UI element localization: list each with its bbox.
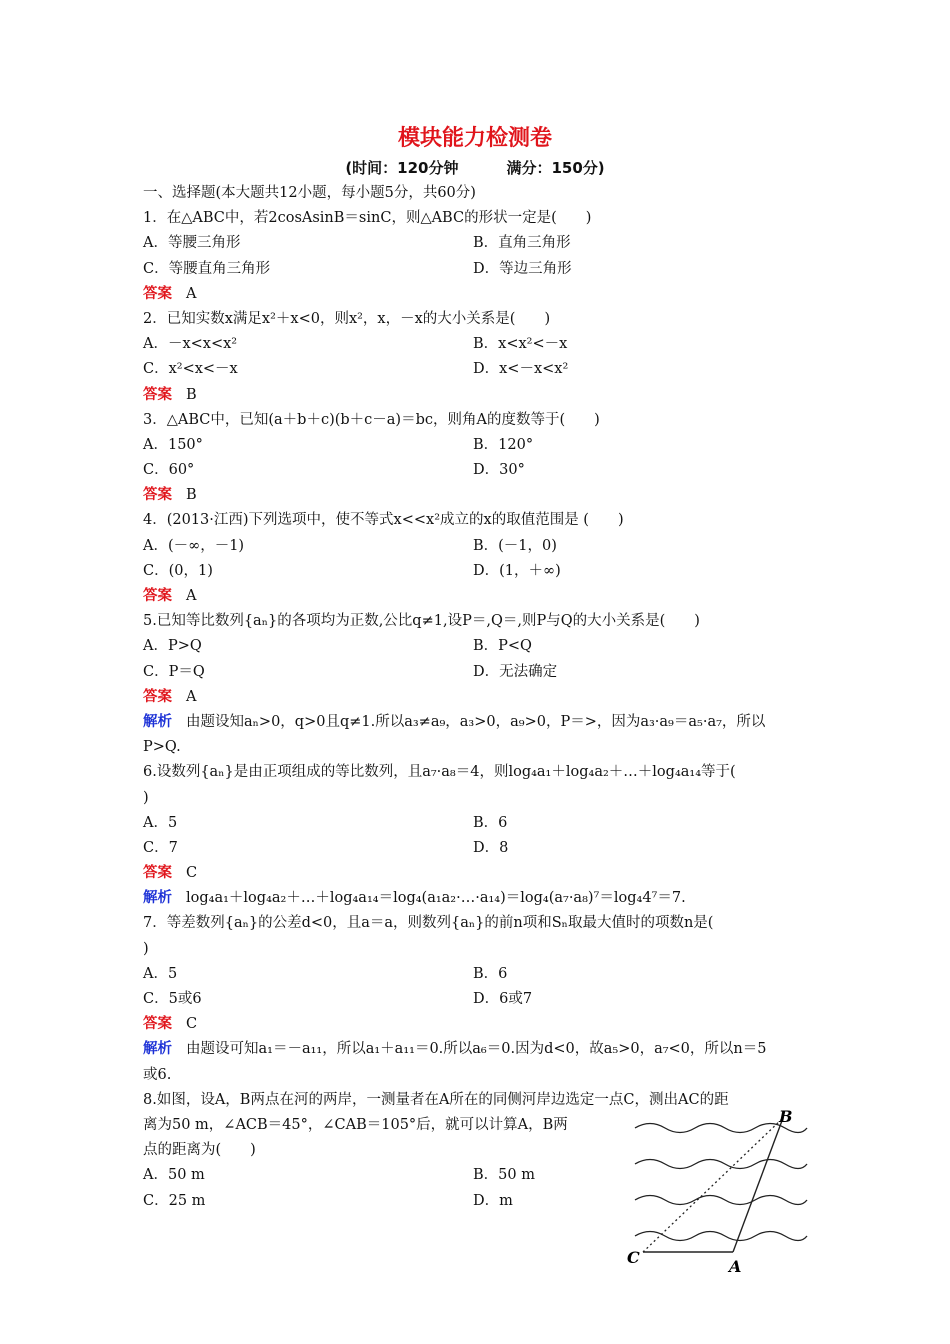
question-6-answer xyxy=(143,861,808,886)
option-a: A．(－∞，－1) xyxy=(143,537,245,554)
option-c: C．25 m xyxy=(143,1192,206,1209)
question-6-options-row-2 xyxy=(143,836,808,861)
answer-label: 答案 xyxy=(143,386,172,403)
question-5-stem: 5.已知等比数列{aₙ}的各项均为正数,公比q≠1,设P＝,Q＝,则P与Q的大小关系是( ) xyxy=(143,613,700,630)
question-8-stem-cont: 离为50 m，∠ACB＝45°，∠CAB＝105°后，就可以计算A，B两 xyxy=(143,1116,568,1133)
option-c: C．P＝Q xyxy=(143,663,205,680)
question-7-analysis-cont: 或6. xyxy=(143,1066,172,1083)
question-5-options-row-2 xyxy=(143,660,808,685)
question-5-answer xyxy=(143,685,808,710)
time-limit: (时间：120分钟 xyxy=(345,159,459,177)
question-2-options-row-2 xyxy=(143,357,808,382)
answer-value: A xyxy=(186,285,197,302)
option-b: B．6 xyxy=(473,814,508,831)
option-b: B．50 m xyxy=(473,1167,535,1184)
option-a: A．5 xyxy=(143,965,178,982)
point-c-label: C xyxy=(627,1248,640,1267)
option-d: D．x<－x<x² xyxy=(473,361,569,378)
question-7-answer xyxy=(143,1012,808,1037)
option-a: A．5 xyxy=(143,814,178,831)
point-b-label: B xyxy=(779,1107,793,1126)
answer-value: B xyxy=(186,487,197,504)
question-7-stem: 7．等差数列{aₙ}的公差d<0，且a＝a，则数列{aₙ}的前n项和Sₙ取最大值时的项数n是( xyxy=(143,915,714,932)
answer-label: 答案 xyxy=(143,688,172,705)
option-a: A．－x<x<x² xyxy=(143,336,238,353)
section-heading: 一、选择题(本大题共12小题，每小题5分，共60分) xyxy=(143,185,476,201)
question-7-stem-cont: ) xyxy=(143,940,149,957)
option-b: B．6 xyxy=(473,965,508,982)
question-1-options-row-1 xyxy=(143,231,808,256)
river-wave-2 xyxy=(635,1160,807,1169)
question-list xyxy=(143,181,808,1214)
question-4-answer xyxy=(143,584,808,609)
question-4-options-row-2 xyxy=(143,559,808,584)
question-3-stem: 3．△ABC中，已知(a＋b＋c)(b＋c－a)＝bc，则角A的度数等于( ) xyxy=(143,411,600,428)
full-score: 满分：150分) xyxy=(506,159,605,177)
point-a-label: A xyxy=(729,1257,742,1276)
question-6-stem: 6.设数列{aₙ}是由正项组成的等比数列，且a₇·a₈＝4，则log₄a₁＋log₄a₂＋…＋log₄a₁₄等于( xyxy=(143,764,736,781)
answer-label: 答案 xyxy=(143,1016,172,1033)
question-2-stem: 2．已知实数x满足x²＋x<0，则x²，x，－x的大小关系是( ) xyxy=(143,310,551,327)
page-title: 模块能力检测卷 xyxy=(397,126,552,151)
question-1-options-row-2 xyxy=(143,257,808,282)
question-5-analysis-cont: P>Q. xyxy=(143,739,181,756)
option-c: C．等腰直角三角形 xyxy=(143,260,271,277)
answer-value: A xyxy=(186,688,197,705)
option-a: A．P>Q xyxy=(143,638,202,655)
analysis-text: 由题设可知a₁＝－a₁₁，所以a₁＋a₁₁＝0.所以a₆＝0.因为d<0，故a₅>0，a₇<0，所以n＝5 xyxy=(186,1041,767,1058)
option-d: D．6或7 xyxy=(473,991,533,1007)
option-a: A．50 m xyxy=(143,1167,205,1184)
question-3-options-row-2 xyxy=(143,458,808,483)
option-d: D．等边三角形 xyxy=(473,260,572,277)
exam-info xyxy=(0,157,950,178)
option-d: D．m xyxy=(473,1192,513,1209)
option-d: D．无法确定 xyxy=(473,663,558,680)
option-b: B．P<Q xyxy=(473,638,532,655)
option-b: B．x<x²<－x xyxy=(473,336,568,353)
river-diagram xyxy=(625,1106,810,1276)
option-d: D．(1，＋∞) xyxy=(473,562,561,579)
question-8-stem-cont-2: 点的距离为( ) xyxy=(143,1142,256,1159)
question-4-stem: 4．(2013·江西)下列选项中，使不等式x<<x²成立的x的取值范围是 ( ) xyxy=(143,512,624,529)
option-d: D．30° xyxy=(473,462,525,479)
answer-value: C xyxy=(186,1016,198,1033)
question-2-options-row-1 xyxy=(143,332,808,357)
option-a: A．等腰三角形 xyxy=(143,235,241,252)
question-3-options-row-1 xyxy=(143,433,808,458)
option-b: B．直角三角形 xyxy=(473,235,571,252)
analysis-label: 解析 xyxy=(143,713,172,730)
option-b: B．120° xyxy=(473,436,534,453)
question-7-analysis xyxy=(143,1037,808,1062)
option-c: C．60° xyxy=(143,462,195,479)
option-c: C．x²<x<－x xyxy=(143,361,238,378)
river-wave-4 xyxy=(635,1232,807,1241)
answer-value: A xyxy=(186,588,197,604)
question-2-answer xyxy=(143,383,808,408)
analysis-text: 由题设知aₙ>0，q>0且q≠1.所以a₃≠a₉，a₃>0，a₉>0，P＝>，因为a₃·a₉＝a₅·a₇，所以 xyxy=(186,713,766,730)
answer-label: 答案 xyxy=(143,285,172,302)
option-c: C．5或6 xyxy=(143,991,202,1007)
option-a: A．150° xyxy=(143,436,203,453)
answer-value: B xyxy=(186,386,197,403)
question-6-options-row-1 xyxy=(143,811,808,836)
answer-label: 答案 xyxy=(143,588,172,604)
question-1-stem: 1．在△ABC中，若2cosAsinB＝sinC，则△ABC的形状一定是( ) xyxy=(143,210,592,227)
analysis-label: 解析 xyxy=(143,1041,172,1058)
option-b: B．(－1，0) xyxy=(473,537,557,554)
question-8-stem: 8.如图，设A，B两点在河的两岸，一测量者在A所在的同侧河岸边选定一点C，测出AC的距 xyxy=(143,1091,729,1108)
analysis-label: 解析 xyxy=(143,890,172,907)
option-d: D．8 xyxy=(473,839,509,856)
question-3-answer xyxy=(143,483,808,508)
question-5-analysis xyxy=(143,710,808,735)
question-4-options-row-1 xyxy=(143,534,808,559)
option-c: C．(0，1) xyxy=(143,562,213,579)
river-wave-3 xyxy=(635,1196,807,1205)
question-7-options-row-1 xyxy=(143,962,808,987)
option-c: C．7 xyxy=(143,839,178,856)
answer-value: C xyxy=(186,865,198,882)
question-7-options-row-2 xyxy=(143,987,808,1012)
question-6-analysis xyxy=(143,886,808,911)
analysis-text: log₄a₁＋log₄a₂＋…＋log₄a₁₄＝log₄(a₁a₂·…·a₁₄)＝log₄(a₇·a₈)⁷＝log₄4⁷＝7. xyxy=(186,890,686,907)
answer-label: 答案 xyxy=(143,865,172,882)
question-6-stem-cont: ) xyxy=(143,789,149,806)
answer-label: 答案 xyxy=(143,487,172,504)
question-5-options-row-1 xyxy=(143,634,808,659)
question-1-answer xyxy=(143,282,808,307)
